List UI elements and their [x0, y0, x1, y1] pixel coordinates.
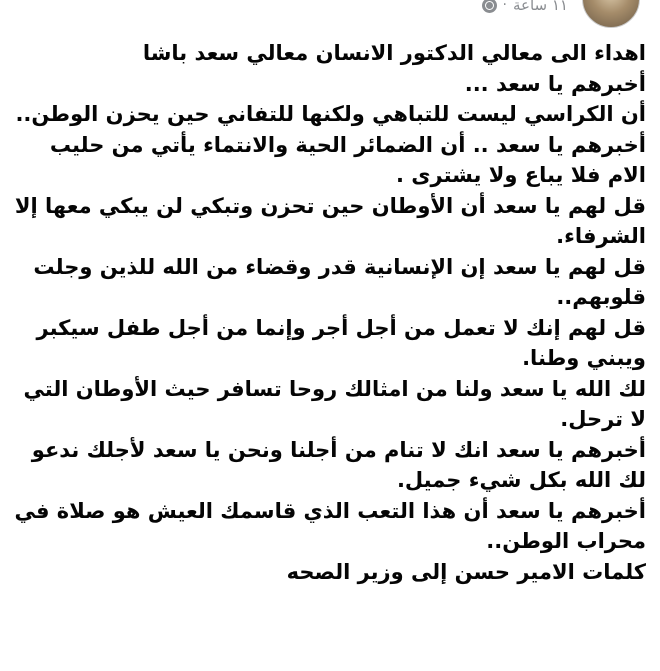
post-line: أخبرهم يا سعد ... — [464, 71, 646, 96]
post-line: قل لهم يا سعد إن الإنسانية قدر وقضاء من الله للذين وجلت قلوبهم.. — [33, 254, 646, 309]
post-line: أخبرهم يا سعد انك لا تنام من أجلنا ونحن يا سعد لأجلك ندعو لك الله بكل شيء جميل. — [31, 437, 646, 492]
post-line: أخبرهم يا سعد أن هذا التعب الذي قاسمك العيش هو صلاة في محراب الوطن.. — [14, 498, 646, 553]
post-line: اهداء الى معالي الدكتور الانسان معالي سعد باشا — [142, 41, 646, 65]
post-meta — [482, 0, 568, 14]
post-header — [0, 0, 660, 30]
post-line: قل لهم يا سعد أن الأوطان حين تحزن وتبكي لن يبكي معها إلا الشرفاء. — [14, 193, 646, 248]
globe-icon[interactable] — [482, 0, 497, 13]
meta-separator: · — [502, 0, 507, 13]
post-line: قل لهم إنك لا تعمل من أجل أجر وإنما من أجل طفل سيكبر ويبني وطنا. — [36, 315, 646, 370]
post-line: كلمات الامير حسن إلى وزير الصحه — [286, 559, 646, 584]
post-line: أخبرهم يا سعد .. أن الضمائر الحية والانتماء يأتي من حليب الام فلا يباع ولا يشترى . — [49, 132, 646, 187]
avatar[interactable] — [582, 0, 640, 28]
post-text — [14, 38, 646, 587]
post-time[interactable]: ١١ ساعة — [512, 0, 568, 14]
post-line: أن الكراسي ليست للتباهي ولكنها للتفاني حين يحزن الوطن.. — [15, 102, 646, 126]
post-line: لك الله يا سعد ولنا من امثالك روحا تسافر حيث الأوطان التي لا ترحل. — [23, 376, 646, 431]
